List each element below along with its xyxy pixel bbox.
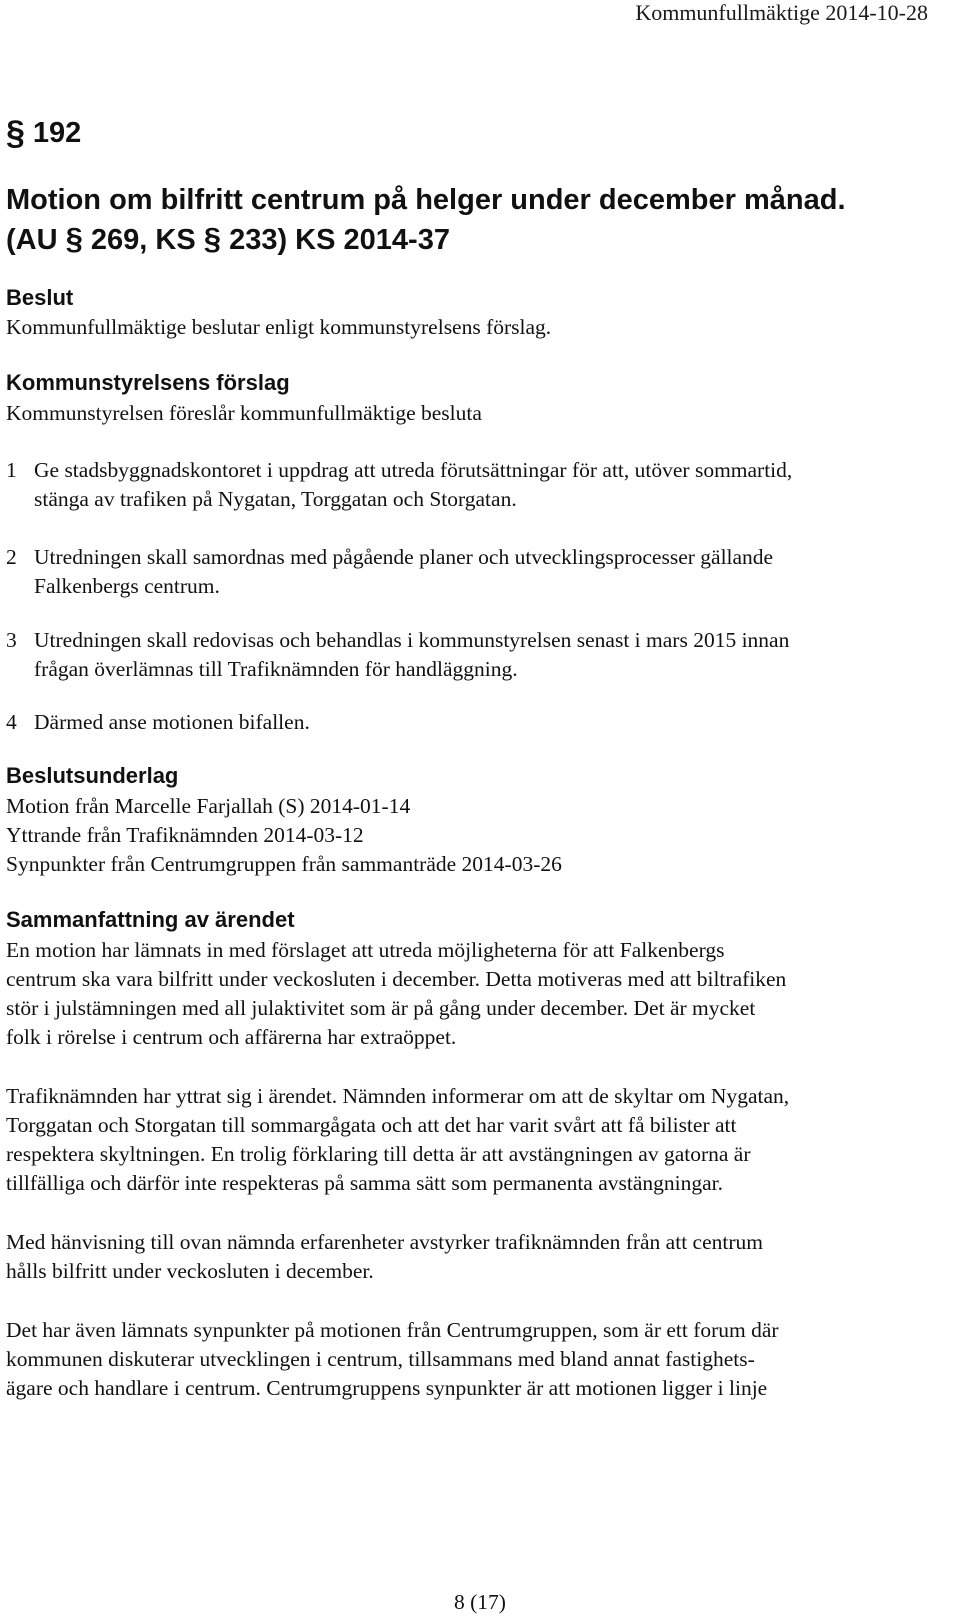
sammanfattning-heading: Sammanfattning av ärendet [6, 907, 295, 932]
title-line-2 [6, 221, 450, 257]
page-header: Kommunfullmäktige 2014-10-28 [635, 0, 928, 25]
list-item-line: Utredningen skall redovisas och behandlas i kommunstyrelsen senast i mars 2015 innan [34, 628, 790, 652]
beslut-text: Kommunfullmäktige beslutar enligt kommunstyrelsens förslag. [6, 315, 552, 339]
list-item-number: 2 [6, 545, 17, 569]
title-line-1: Motion om bilfritt centrum på helger under december månad. [6, 184, 846, 216]
summary-line: kommunen diskuterar utvecklingen i centrum, tillsammans med bland annat fastighets- [6, 1347, 755, 1371]
underlag-line: Synpunkter från Centrumgruppen från sammanträde 2014-03-26 [6, 852, 562, 876]
list-item [6, 626, 946, 684]
underlag-line: Yttrande från Trafiknämnden 2014-03-12 [6, 823, 364, 847]
list-item-line: Därmed anse motionen bifallen. [34, 710, 310, 734]
section-sign: § [65, 221, 83, 256]
section-sign: § [6, 114, 25, 152]
summary-line: hålls bilfritt under veckosluten i december. [6, 1259, 374, 1283]
summary-line: Det har även lämnats synpunkter på motionen från Centrumgruppen, som är ett forum där [6, 1318, 779, 1342]
list-item-number: 3 [6, 628, 17, 652]
paragraph-number [6, 114, 81, 153]
list-item [6, 543, 946, 601]
summary-line: Torggatan och Storgatan till sommargågata och att det har varit svårt att få bilister att [6, 1113, 737, 1137]
summary-line: En motion har lämnats in med förslaget att utreda möjligheterna för att Falkenbergs [6, 938, 725, 962]
beslut-heading: Beslut [6, 285, 74, 310]
list-item [6, 708, 946, 737]
list-item-line: Ge stadsbyggnadskontoret i uppdrag att utreda förutsättningar för att, utöver sommartid, [34, 458, 793, 482]
summary-line: Med hänvisning till ovan nämnda erfarenheter avstyrker trafiknämnden från att centrum [6, 1230, 763, 1254]
underlag-heading: Beslutsunderlag [6, 763, 179, 788]
title-ref-c: 233) KS 2014-37 [229, 224, 450, 256]
summary-line: tillfälliga och därför inte respekteras på samma sätt som permanenta avstängningar. [6, 1171, 724, 1195]
list-item [6, 456, 946, 514]
summary-line: centrum ska vara bilfritt under veckosluten i december. Detta motiveras med att biltrafiken [6, 967, 787, 991]
list-item-line: frågan överlämnas till Trafiknämnden för handläggning. [34, 657, 518, 681]
summary-line: ägare och handlare i centrum. Centrumgruppens synpunkter är att motionen ligger i linje [6, 1376, 768, 1400]
underlag-line: Motion från Marcelle Farjallah (S) 2014-01-14 [6, 794, 411, 818]
list-item-number: 4 [6, 710, 17, 734]
forslag-heading: Kommunstyrelsens förslag [6, 370, 290, 395]
title-ref-a: (AU [6, 224, 66, 256]
page-number: 8 (17) [454, 1590, 506, 1614]
summary-line: Trafiknämnden har yttrat sig i ärendet. Nämnden informerar om att de skyltar om Nygatan, [6, 1084, 790, 1108]
summary-line: stör i julstämningen med all julaktivitet som är på gång under december. Det är mycket [6, 996, 756, 1020]
list-item-line: stänga av trafiken på Nygatan, Torggatan och Storgatan. [34, 487, 517, 511]
section-sign: § [203, 221, 222, 256]
title-ref-b: 269, KS [90, 224, 204, 256]
summary-line: respektera skyltningen. En trolig förklaring till detta är att avstängningen av gatorna är [6, 1142, 751, 1166]
list-item-line: Utredningen skall samordnas med pågående planer och utvecklingsprocesser gällande [34, 545, 774, 569]
paragraph-number-value: 192 [32, 117, 82, 149]
list-item-number: 1 [6, 458, 17, 482]
forslag-intro: Kommunstyrelsen föreslår kommunfullmäktige besluta [6, 401, 482, 425]
summary-line: folk i rörelse i centrum och affärerna har extraöppet. [6, 1025, 457, 1049]
list-item-line: Falkenbergs centrum. [34, 574, 220, 598]
